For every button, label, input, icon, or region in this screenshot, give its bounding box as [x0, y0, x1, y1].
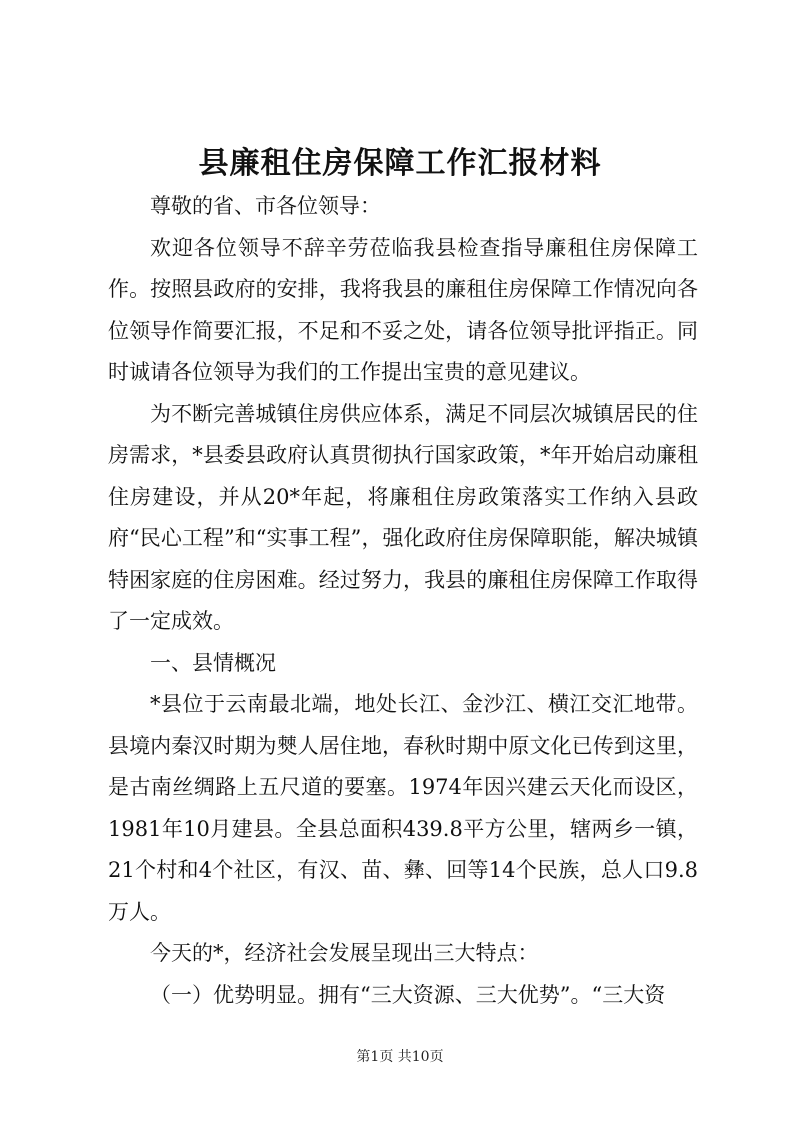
subsection-paragraph: （一）优势明显。拥有“三大资源、三大优势”。“三大资: [150, 982, 666, 1007]
section-heading: 一、县情概况: [150, 650, 276, 675]
salutation-paragraph: 尊敬的省、市各位领导：: [150, 194, 381, 218]
features-intro-paragraph: 今天的*，经济社会发展呈现出三大特点：: [150, 941, 539, 965]
page-footer: 第1页 共10页: [356, 1049, 444, 1065]
document-body: [108, 186, 698, 1016]
intro-paragraph: 为不断完善城镇住房供应体系，满足不同层次城镇居民的住房需求，*县委县政府认真贯彻执行国家政策，*年开始启动廉租住房建设，并从20*年起，将廉租住房政策落实工作纳入县政府“民心工程”和“实事工程”，强化政府住房保障职能，解决城镇特困家庭的住房困难。经过努力，我县的廉租住房保障工作取得了一定成效。: [108, 401, 698, 633]
document-title: 县廉租住房保障工作汇报材料: [198, 146, 602, 181]
welcome-paragraph: 欢迎各位领导不辞辛劳莅临我县检查指导廉租住房保障工作。按照县政府的安排，我将我县的廉租住房保障工作情况向各位领导作简要汇报，不足和不妥之处，请各位领导批评指正。同时诚请各位领导为我们的工作提出宝贵的意见建议。: [108, 235, 698, 384]
county-overview-paragraph: *县位于云南最北端，地处长江、金沙江、横江交汇地带。县境内秦汉时期为僰人居住地，春秋时期中原文化已传到这里，是古南丝绸路上五尺道的要塞。1974年因兴建云天化而设区，1981年10月建县。全县总面积439.8平方公里，辖两乡一镇，21个村和4个社区，有汉、苗、彝、回等14个民族，总人口9.8万人。: [108, 692, 698, 924]
